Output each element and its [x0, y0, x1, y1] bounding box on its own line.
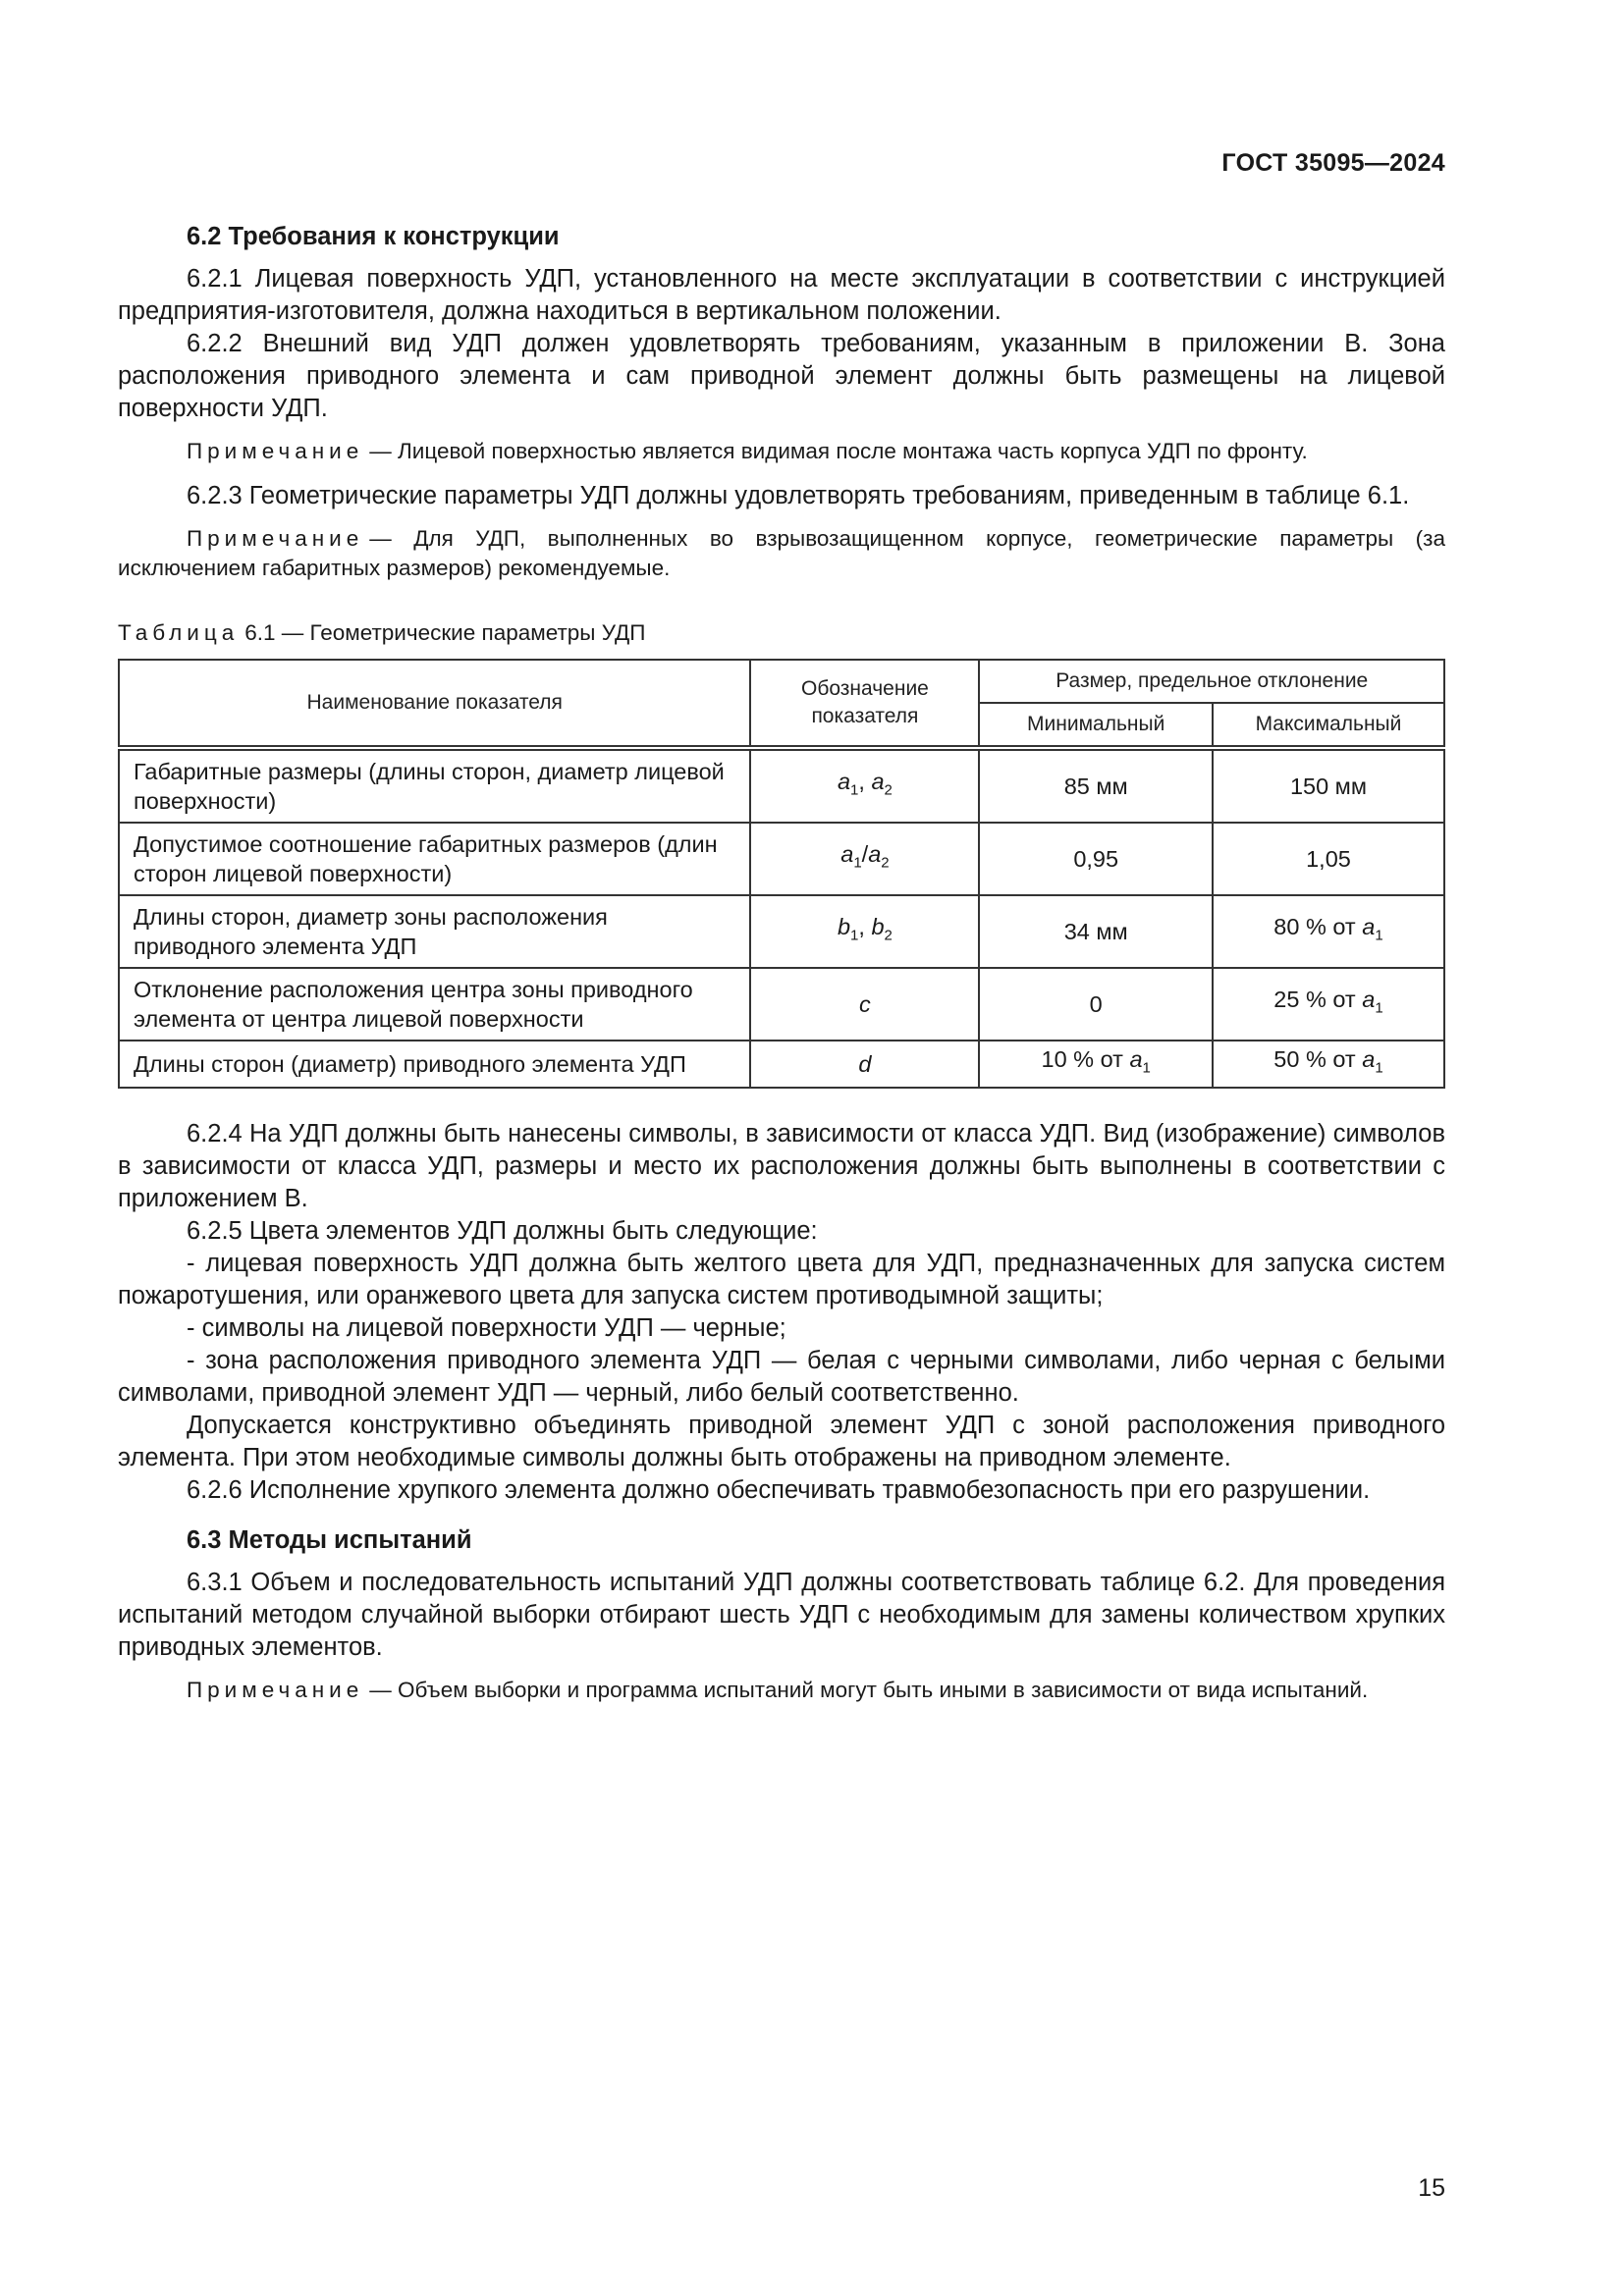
paragraph-6-2-5: 6.2.5 Цвета элементов УДП должны быть следующие: — [187, 1217, 818, 1245]
paragraph-6-2-1: 6.2.1 Лицевая поверхность УДП, установленного на месте эксплуатации в соответствии с инструкцией предприятия-изготовителя, должна находиться в вертикальном положении. — [118, 265, 1445, 325]
section-title-6-3: 6.3 Методы испытаний — [187, 1526, 472, 1554]
col-header-name: Наименование показателя — [119, 660, 750, 748]
row-max: 80 % от $a_1$ — [1213, 895, 1444, 968]
table-row — [119, 968, 1444, 1041]
paragraph-6-2-6: 6.2.6 Исполнение хрупкого элемента должно обеспечивать травмобезопасность при его разрушении. — [187, 1476, 1371, 1504]
paragraph-combine: Допускается конструктивно объединять приводной элемент УДП с зоной расположения приводного элемента. При этом необходимые символы должны быть отображены на приводном элементе. — [118, 1412, 1445, 1471]
note-label: Примечание — [187, 1678, 364, 1702]
col-header-min: Минимальный — [979, 703, 1213, 748]
note-label: Примечание — [187, 439, 364, 463]
note-text: — Для УДП, выполненных во взрывозащищенном корпусе, геометрические параметры (за исключением габаритных размеров) рекомендуемые. — [118, 526, 1445, 580]
row-name: Допустимое соотношение габаритных размеров (длин сторон лицевой поверхности) — [119, 823, 750, 895]
col-header-size: Размер, предельное отклонение — [979, 660, 1444, 703]
note-1 — [118, 437, 1445, 466]
col-header-max: Максимальный — [1213, 703, 1444, 748]
list-item: - зона расположения приводного элемента УДП — белая с черными символами, либо черная с белыми символами, приводной элемент УДП — черный, либо белый соответственно. — [118, 1347, 1445, 1407]
col-header-symbol: Обозначение показателя — [750, 660, 979, 748]
paragraph-6-3-1: 6.3.1 Объем и последовательность испытаний УДП должны соответствовать таблице 6.2. Для проведения испытаний методом случайной выборки отбирают шесть УДП с необходимым для замены количеством хрупких приводных элементов. — [118, 1569, 1445, 1661]
row-max: 50 % от $a_1$ — [1213, 1041, 1444, 1088]
table-caption-text: 6.1 — Геометрические параметры УДП — [244, 620, 646, 645]
row-min: 0 — [979, 968, 1213, 1041]
row-name: Отклонение расположения центра зоны приводного элемента от центра лицевой поверхности — [119, 968, 750, 1041]
row-max-prefix: 25 % от — [1273, 987, 1356, 1013]
row-min: 10 % от $a_1$ — [979, 1041, 1213, 1088]
row-symbol: $a_1$, $a_2$ — [750, 748, 979, 823]
page-number: 15 — [1418, 2174, 1445, 2202]
row-min-prefix: 10 % от — [1041, 1046, 1123, 1073]
note-label: Примечание — [187, 526, 364, 551]
row-symbol — [750, 968, 979, 1041]
row-min: 0,95 — [979, 823, 1213, 895]
list-item: - лицевая поверхность УДП должна быть желтого цвета для УДП, предназначенных для запуска систем пожаротушения, или оранжевого цвета для запуска систем противодымной защиты; — [118, 1250, 1445, 1309]
paragraph-6-2-4: 6.2.4 На УДП должны быть нанесены символы, в зависимости от класса УДП. Вид (изображение) символов в зависимости от класса УДП, размеры и место их расположения должны быть выполнены в соответствии с приложением В. — [118, 1120, 1445, 1212]
page-content — [118, 221, 1445, 1719]
table-caption-label: Таблица — [118, 620, 240, 645]
row-max: 150 мм — [1213, 748, 1444, 823]
row-name: Длины сторон (диаметр) приводного элемента УДП — [119, 1041, 750, 1088]
paragraph-6-2-2: 6.2.2 Внешний вид УДП должен удовлетворять требованиям, указанным в приложении В. Зона расположения приводного элемента и сам приводной элемент должны быть размещены на лицевой поверхности УДП. — [118, 330, 1445, 422]
list-item: - символы на лицевой поверхности УДП — черные; — [187, 1314, 786, 1342]
note-text: — Объем выборки и программа испытаний могут быть иными в зависимости от вида испытаний. — [369, 1678, 1369, 1702]
note-2 — [118, 524, 1445, 583]
note-text: — Лицевой поверхностью является видимая после монтажа часть корпуса УДП по фронту. — [369, 439, 1308, 463]
table-row — [119, 1041, 1444, 1088]
row-symbol-text: d — [858, 1051, 872, 1077]
row-name: Длины сторон, диаметр зоны расположения приводного элемента УДП — [119, 895, 750, 968]
table-caption — [118, 616, 1445, 649]
row-max-prefix: 50 % от — [1273, 1046, 1356, 1073]
row-symbol: $b_1$, $b_2$ — [750, 895, 979, 968]
table-row — [119, 748, 1444, 823]
row-max: 25 % от $a_1$ — [1213, 968, 1444, 1041]
row-symbol: $a_1/a_2$ — [750, 823, 979, 895]
note-3 — [118, 1676, 1445, 1705]
table-row — [119, 823, 1444, 895]
row-min: 34 мм — [979, 895, 1213, 968]
row-symbol-text: c — [859, 991, 871, 1017]
row-max: 1,05 — [1213, 823, 1444, 895]
document-code: ГОСТ 35095—2024 — [1221, 149, 1445, 177]
row-max-prefix: 80 % от — [1273, 914, 1356, 940]
section-title-6-2: 6.2 Требования к конструкции — [187, 223, 560, 250]
row-symbol — [750, 1041, 979, 1088]
table-row — [119, 895, 1444, 968]
row-name: Габаритные размеры (длины сторон, диаметр лицевой поверхности) — [119, 748, 750, 823]
geometric-parameters-table — [118, 659, 1445, 1089]
paragraph-6-2-3: 6.2.3 Геометрические параметры УДП должны удовлетворять требованиям, приведенным в таблице 6.1. — [187, 482, 1410, 509]
row-min: 85 мм — [979, 748, 1213, 823]
